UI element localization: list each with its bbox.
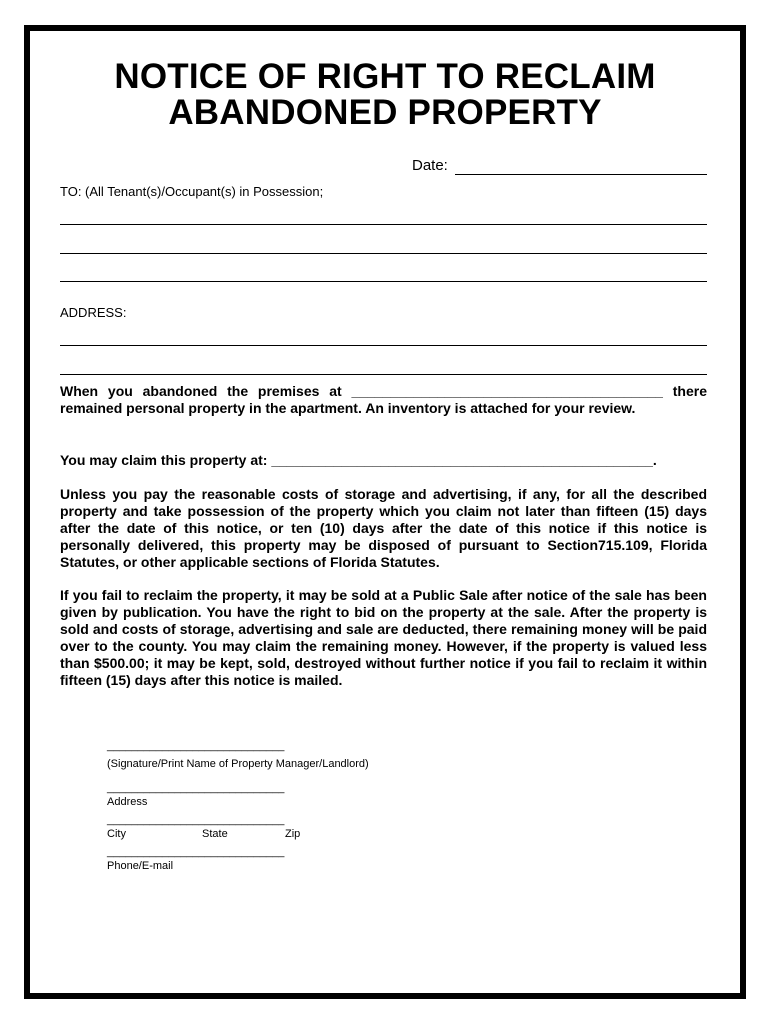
state-label: State	[202, 828, 228, 840]
city-line[interactable]: _____________________________	[107, 814, 285, 826]
paragraph-abandoned: When you abandoned the premises at ________________________________________ there remained personal property in the apartment. An inventory is attached for your review.	[60, 383, 707, 416]
document-frame	[24, 25, 746, 999]
signature-line[interactable]: _____________________________	[107, 740, 285, 752]
address-signature-label: Address	[107, 796, 148, 808]
title-line-2: ABANDONED PROPERTY	[168, 93, 602, 132]
paragraph-unless: Unless you pay the reasonable costs of storage and advertising, if any, for all the described property and take possession of the property which you claim not later than fifteen (15) days after the date of this notice, or ten (10) days after the date of this notice if this notice is personally delivered, this property may be disposed of pursuant to Section715.109, Florida Statutes, or other applicable sections of Florida Statutes.	[60, 486, 707, 570]
paragraph-claim: You may claim this property at: _________________________________________________.	[60, 452, 657, 468]
zip-label: Zip	[285, 828, 301, 840]
address-line-2[interactable]	[60, 374, 707, 375]
phone-label: Phone/E-mail	[107, 860, 174, 872]
address-line-1[interactable]	[60, 345, 707, 346]
address-signature-line[interactable]: _____________________________	[107, 782, 285, 794]
signature-name-label: (Signature/Print Name of Property Manager/Landlord)	[107, 758, 369, 770]
to-label: TO: (All Tenant(s)/Occupant(s) in Possession;	[60, 184, 324, 199]
phone-line[interactable]: _____________________________	[107, 846, 285, 858]
to-line-2[interactable]	[60, 253, 707, 254]
address-label: ADDRESS:	[60, 305, 127, 320]
date-blank-line[interactable]	[455, 174, 707, 175]
date-label: Date:	[412, 157, 448, 174]
to-line-1[interactable]	[60, 224, 707, 225]
city-label: City	[107, 828, 126, 840]
title-line-1: NOTICE OF RIGHT TO RECLAIM	[114, 57, 656, 96]
to-line-3[interactable]	[60, 281, 707, 282]
paragraph-fail: If you fail to reclaim the property, it may be sold at a Public Sale after notice of the sale has been given by publication. You have the right to bid on the property at the sale. After the property is sold and costs of storage, advertising and sale are deducted, there remaining money will be paid over to the county. You may claim the remaining money. However, if the property is valued less than $500.00; it may be kept, sold, destroyed without further notice if you fail to reclaim it within fifteen (15) days after this notice is mailed.	[60, 587, 707, 688]
